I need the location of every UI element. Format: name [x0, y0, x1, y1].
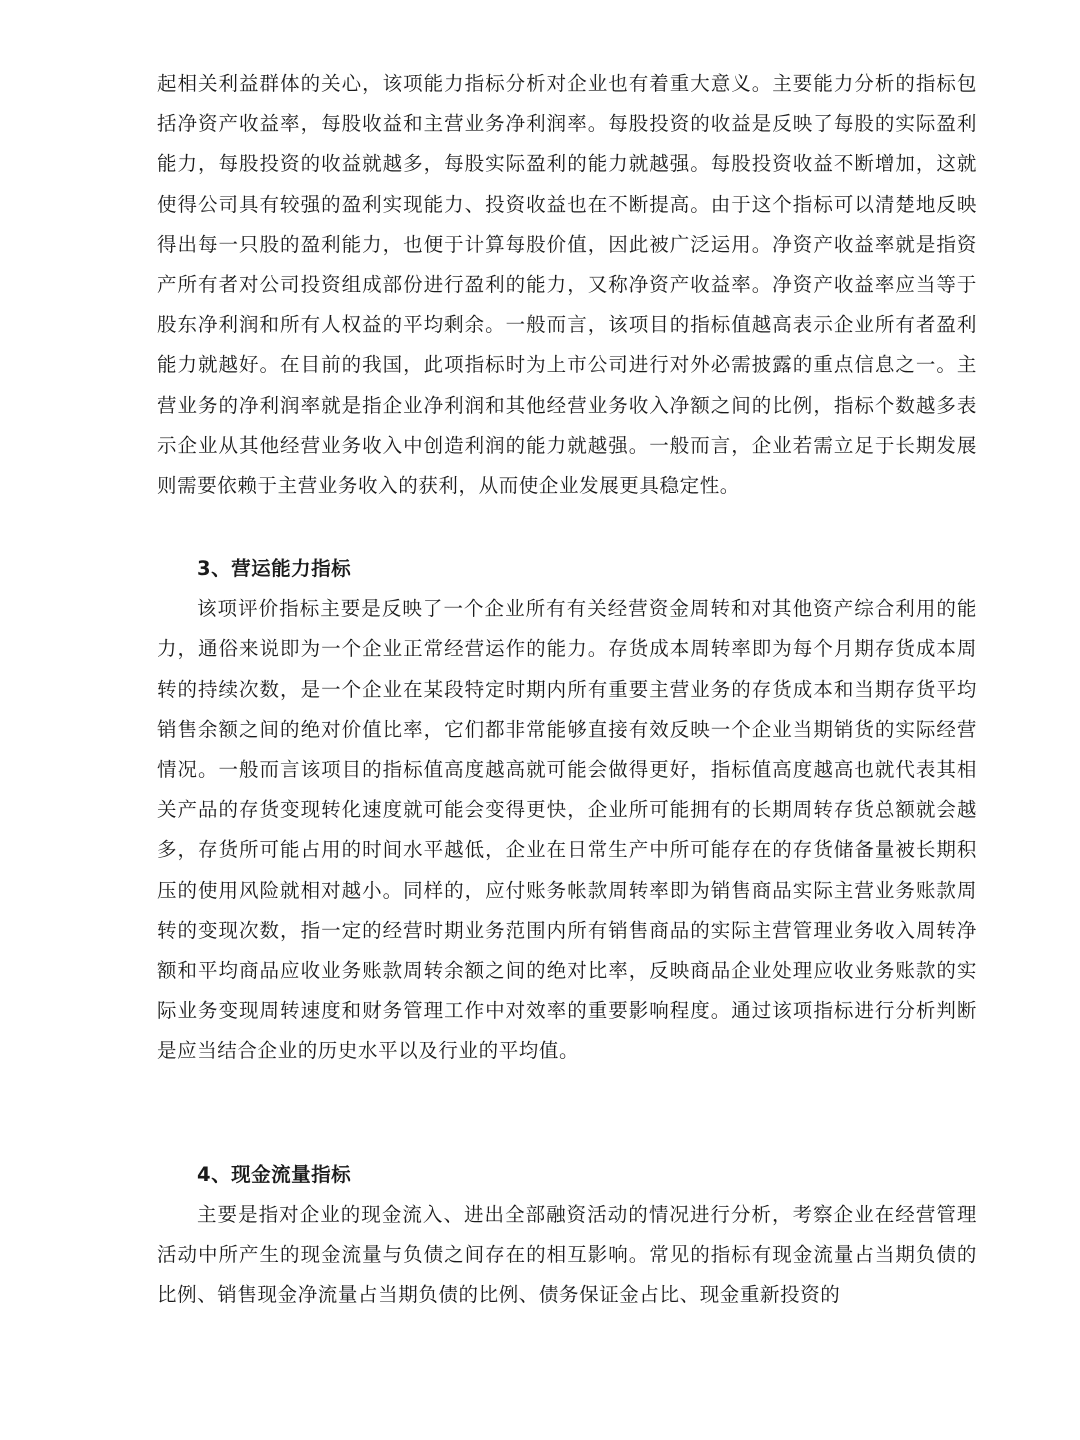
- document-page: [157, 64, 977, 1315]
- section-heading-cash-flow: 4、现金流量指标: [197, 1162, 352, 1186]
- body-paragraph-operating-capacity: 该项评价指标主要是反映了一个企业所有有关经营资金周转和对其他资产综合利用的能力，通俗来说即为一个企业正常经营运作的能力。存货成本周转率即为每个月期存货成本周转的持续次数，是一个企业在某段特定时期内所有重要主营业务的存货成本和当期存货平均销售余额之间的绝对价值比率，它们都非常能够直接有效反映一个企业当期销货的实际经营情况。一般而言该项目的指标值高度越高就可能会做得更好，指标值高度越高也就代表其相关产品的存货变现转化速度就可能会变得更快，企业所可能拥有的长期周转存货总额就会越多，存货所可能占用的时间水平越低，企业在日常生产中所可能存在的存货储备量被长期积压的使用风险就相对越小。同样的，应付账务帐款周转率即为销售商品实际主营业务账款周转的变现次数，指一定的经营时期业务范围内所有销售商品的实际主营管理业务收入周转净额和平均商品应收业务账款周转余额之间的绝对比率，反映商品企业处理应收业务账款的实际业务变现周转速度和财务管理工作中对效率的重要影响程度。通过该项指标进行分析判断是应当结合企业的历史水平以及行业的平均值。: [157, 597, 977, 1063]
- section-heading-operating-capacity: 3、营运能力指标: [197, 557, 352, 581]
- body-paragraph-profitability-continuation: 起相关利益群体的关心，该项能力指标分析对企业也有着重大意义。主要能力分析的指标包括净资产收益率，每股收益和主营业务净利润率。每股投资的收益是反映了每股的实际盈利能力，每股投资的收益就越多，每股实际盈利的能力就越强。每股投资收益不断增加，这就使得公司具有较强的盈利实现能力、投资收益也在不断提高。由于这个指标可以清楚地反映得出每一只股的盈利能力，也便于计算每股价值，因此被广泛运用。净资产收益率就是指资产所有者对公司投资组成部份进行盈利的能力，又称净资产收益率。净资产收益率应当等于股东净利润和所有人权益的平均剩余。一般而言，该项目的指标值越高表示企业所有者盈利能力就越好。在目前的我国，此项指标时为上市公司进行对外必需披露的重点信息之一。主营业务的净利润率就是指企业净利润和其他经营业务收入净额之间的比例，指标个数越多表示企业从其他经营业务收入中创造利润的能力就越强。一般而言，企业若需立足于长期发展则需要依赖于主营业务收入的获利，从而使企业发展更具稳定性。: [157, 72, 977, 498]
- body-paragraph-cash-flow: 主要是指对企业的现金流入、进出全部融资活动的情况进行分析，考察企业在经营管理活动中所产生的现金流量与负债之间存在的相互影响。常见的指标有现金流量占当期负债的比例、销售现金净流量占当期负债的比例、债务保证金占比、现金重新投资的: [157, 1202, 977, 1307]
